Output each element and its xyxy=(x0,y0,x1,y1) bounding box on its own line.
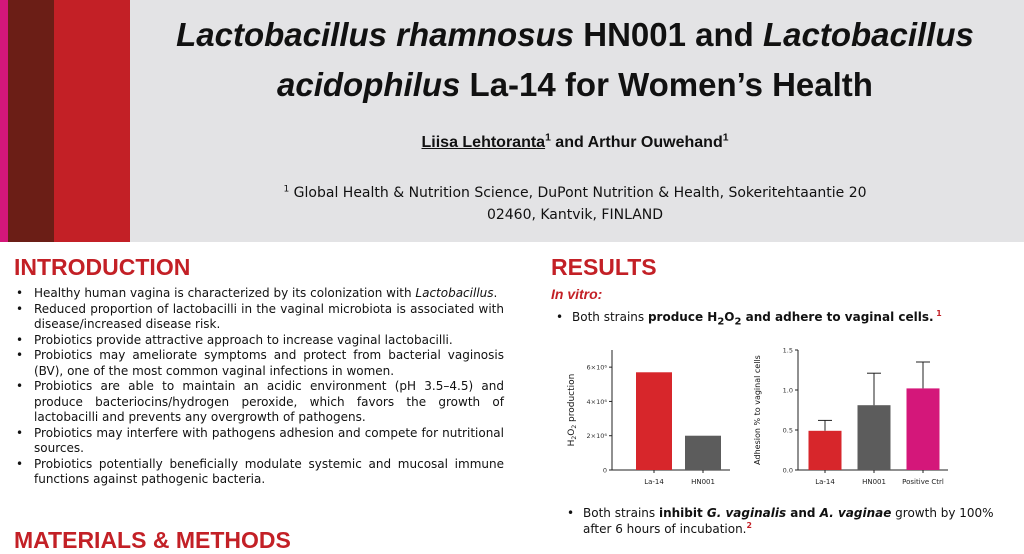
header-stripe-brown xyxy=(8,0,54,242)
list-item: • Probiotics potentially beneficially modulate systemic and mucosal immune functions against pathogenic bacteria. xyxy=(14,457,504,488)
in-vitro-label: In vitro: xyxy=(551,286,603,302)
x-tick-label: HN001 xyxy=(862,478,886,486)
title-genus-2: Lactobacillus xyxy=(762,16,974,53)
header-stripe-pink xyxy=(0,0,8,242)
y-tick-label: 0.5 xyxy=(782,426,793,435)
affiliation-number: 1 xyxy=(283,184,290,195)
title-species-1: Lactobacillus rhamnosus xyxy=(176,16,575,53)
author-1: Liisa Lehtoranta xyxy=(421,134,546,151)
y-axis-label: $H_2O_2$ production xyxy=(567,373,578,447)
adhesion-chart xyxy=(748,342,958,502)
title-species-2: acidophilus xyxy=(277,66,461,103)
author-2-affiliation: 1 xyxy=(722,132,729,144)
author-1-affiliation: 1 xyxy=(545,132,551,144)
list-item: • Probiotics may ameliorate symptoms and protect from bacterial vaginosis (BV), one of the most common vaginal infections in women. xyxy=(14,348,504,379)
list-item: • Probiotics are able to maintain an acidic environment (pH 3.5–4.5) and produce bacteriocins/hydrogen peroxide, which favors the growth of lactobacilli and prevents any overgrowth of pathogens. xyxy=(14,379,504,426)
author-2: and Arthur Ouwehand xyxy=(550,134,723,151)
y-tick-label: 1.5 xyxy=(782,346,793,355)
list-item: • Reduced proportion of lactobacilli in the vaginal microbiota is associated with disease/increased disease risk. xyxy=(14,302,504,333)
reference-1: 1 xyxy=(933,309,942,318)
x-tick-label: HN001 xyxy=(691,478,715,486)
bar xyxy=(858,405,891,470)
list-item: • Probiotics may interfere with pathogens adhesion and compete for nutritional sources. xyxy=(14,426,504,457)
authors xyxy=(140,134,1010,152)
title-strain-1: HN001 and xyxy=(574,16,763,53)
y-tick-label: 2×10⁶ xyxy=(586,432,607,441)
reference-2: 2 xyxy=(746,521,752,530)
materials-heading: MATERIALS & METHODS xyxy=(14,527,291,553)
list-item: • Probiotics provide attractive approach to increase vaginal lactobacilli. xyxy=(14,333,504,349)
y-axis-label: Adhesion % to vaginal cells xyxy=(753,355,762,465)
poster-title xyxy=(140,10,1010,110)
y-tick-label: 0 xyxy=(602,466,607,475)
header-stripe-red xyxy=(54,0,130,242)
results-bullet-2: • Both strains inhibit G. vaginalis and A. vaginae growth by 100% after 6 hours of incubation.$^2$ xyxy=(567,506,994,536)
title-strain-2: La-14 for Women’s Health xyxy=(460,66,873,103)
x-tick-label: La-14 xyxy=(644,478,664,486)
bar xyxy=(809,431,842,470)
bar xyxy=(907,388,940,470)
list-item: • Healthy human vagina is characterized by its colonization with Lactobacillus. xyxy=(14,286,504,302)
affiliation-line-1: Global Health & Nutrition Science, DuPont Nutrition & Health, Sokeritehtaantie 20 xyxy=(289,185,867,201)
affiliation xyxy=(140,182,1010,226)
introduction-heading: INTRODUCTION xyxy=(14,254,191,280)
y-tick-label: 1.0 xyxy=(782,386,793,395)
y-tick-label: 6×10⁶ xyxy=(586,363,607,372)
results-heading: RESULTS xyxy=(551,254,657,280)
affiliation-line-2: 02460, Kantvik, FINLAND xyxy=(486,207,664,223)
bar xyxy=(636,372,672,470)
introduction-list xyxy=(14,286,504,488)
y-tick-label: 4×10⁶ xyxy=(586,397,607,406)
y-tick-label: 0.0 xyxy=(782,466,793,475)
x-tick-label: Positive Ctrl xyxy=(902,478,944,486)
results-bullet-1: • Both strains produce $H_2O_2$ and adhere to vaginal cells. $^1$ xyxy=(556,309,942,328)
x-tick-label: La-14 xyxy=(815,478,835,486)
h2o2-production-chart xyxy=(552,342,742,502)
bar xyxy=(685,436,721,470)
